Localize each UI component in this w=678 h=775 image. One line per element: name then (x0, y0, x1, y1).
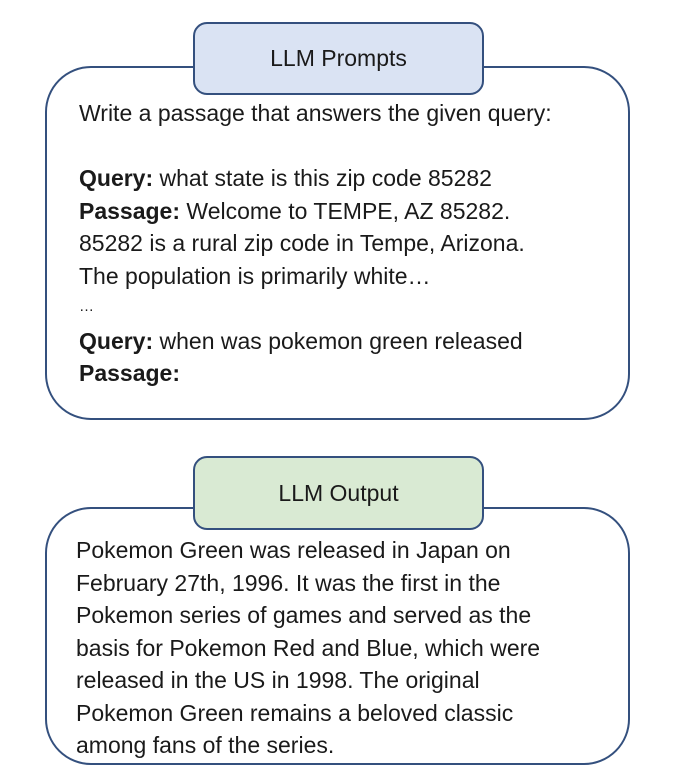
query-label: Query: (79, 327, 154, 354)
prompt-tab-label: LLM Prompts (193, 22, 484, 95)
output-text (76, 534, 616, 762)
output-line: Pokemon series of games and served as the (76, 602, 532, 628)
output-line: February 27th, 1996. It was the first in the (76, 569, 501, 596)
passage-label: Passage: (79, 360, 181, 386)
output-line: Pokemon Green remains a beloved classic (76, 699, 514, 726)
target-query-line (79, 325, 619, 358)
ellipsis: … (79, 298, 94, 315)
output-line: Pokemon Green was released in Japan on (76, 537, 511, 563)
prompt-text (79, 97, 619, 390)
example-query-line (79, 162, 619, 195)
query-label: Query: (79, 165, 154, 191)
target-passage-line (79, 357, 619, 390)
target-query-text: when was pokemon green released (153, 327, 523, 354)
output-line: released in the US in 1998. The original (76, 667, 480, 693)
example-query-text: what state is this zip code 85282 (153, 165, 492, 191)
prompt-instruction: Write a passage that answers the given query: (79, 100, 552, 126)
example-passage-text: Welcome to TEMPE, AZ 85282. (180, 197, 511, 224)
output-line: basis for Pokemon Red and Blue, which were (76, 634, 541, 661)
blank-line (79, 130, 619, 163)
output-line: among fans of the series. (76, 732, 335, 758)
example-passage-line-3: The population is primarily white… (79, 262, 431, 289)
output-tab-label: LLM Output (193, 456, 484, 530)
example-passage-line-2: 85282 is a rural zip code in Tempe, Arizona. (79, 230, 525, 256)
example-passage-line (79, 195, 619, 228)
passage-label: Passage: (79, 197, 181, 224)
